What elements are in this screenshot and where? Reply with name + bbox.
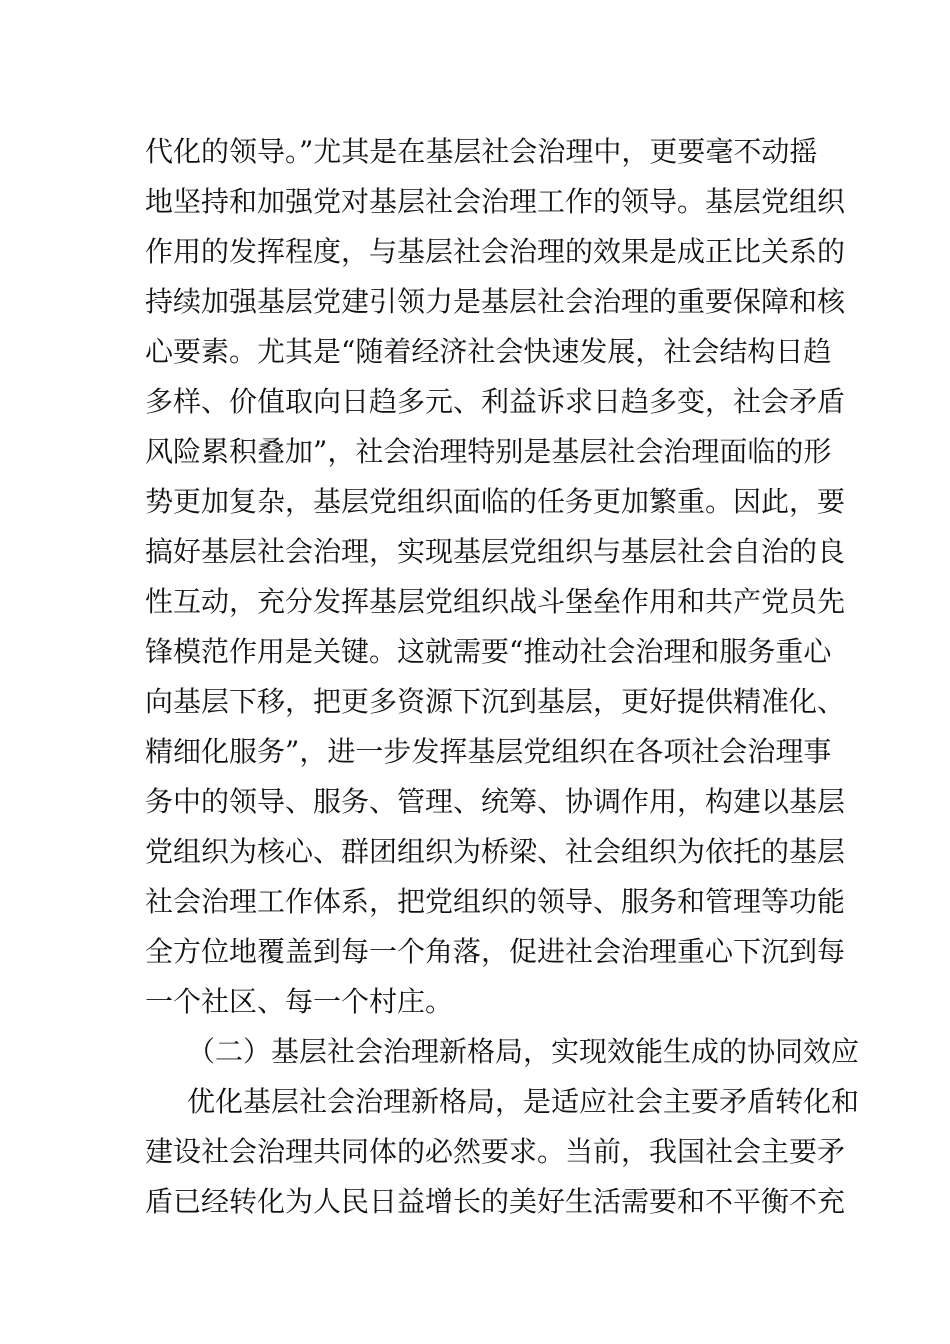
body-text-line: 向基层下移，把更多资源下沉到基层，更好提供精准化、 — [145, 685, 846, 718]
body-text-line: 建设社会治理共同体的必然要求。当前，我国社会主要矛 — [145, 1135, 846, 1168]
body-text-line: 全方位地覆盖到每一个角落，促进社会治理重心下沉到每 — [145, 935, 846, 968]
body-text-line: 势更加复杂，基层党组织面临的任务更加繁重。因此，要 — [145, 485, 846, 518]
section-heading: （二）基层社会治理新格局，实现效能生成的协同效应 — [187, 1035, 860, 1068]
body-text-line: 优化基层社会治理新格局，是适应社会主要矛盾转化和 — [187, 1085, 860, 1118]
body-text-line: 持续加强基层党建引领力是基层社会治理的重要保障和核 — [145, 285, 846, 318]
body-text-line: 社会治理工作体系，把党组织的领导、服务和管理等功能 — [145, 885, 846, 918]
body-text-line: 多样、价值取向日趋多元、利益诉求日趋多变，社会矛盾 — [145, 385, 846, 418]
body-text-line: 务中的领导、服务、管理、统筹、协调作用，构建以基层 — [145, 785, 846, 818]
body-text-line: 一个社区、每一个村庄。 — [145, 985, 454, 1018]
body-text-line: 代化的领导。”尤其是在基层社会治理中，更要毫不动摇 — [145, 135, 818, 168]
body-text-line: 锋模范作用是关键。这就需要“推动社会治理和服务重心 — [145, 635, 832, 668]
body-text-line: 精细化服务”，进一步发挥基层党组织在各项社会治理事 — [145, 735, 832, 768]
body-text-line: 心要素。尤其是“随着经济社会快速发展，社会结构日趋 — [145, 335, 832, 368]
body-text-line: 地坚持和加强党对基层社会治理工作的领导。基层党组织 — [145, 185, 846, 218]
body-text-line: 风险累积叠加”，社会治理特别是基层社会治理面临的形 — [145, 435, 832, 468]
body-text-line: 搞好基层社会治理，实现基层党组织与基层社会自治的良 — [145, 535, 846, 568]
body-text-line: 作用的发挥程度，与基层社会治理的效果是成正比关系的 — [145, 235, 846, 268]
body-text-line: 性互动，充分发挥基层党组织战斗堡垒作用和共产党员先 — [145, 585, 846, 618]
body-text-line: 盾已经转化为人民日益增长的美好生活需要和不平衡不充 — [145, 1185, 846, 1218]
body-text-line: 党组织为核心、群团组织为桥梁、社会组织为依托的基层 — [145, 835, 846, 868]
